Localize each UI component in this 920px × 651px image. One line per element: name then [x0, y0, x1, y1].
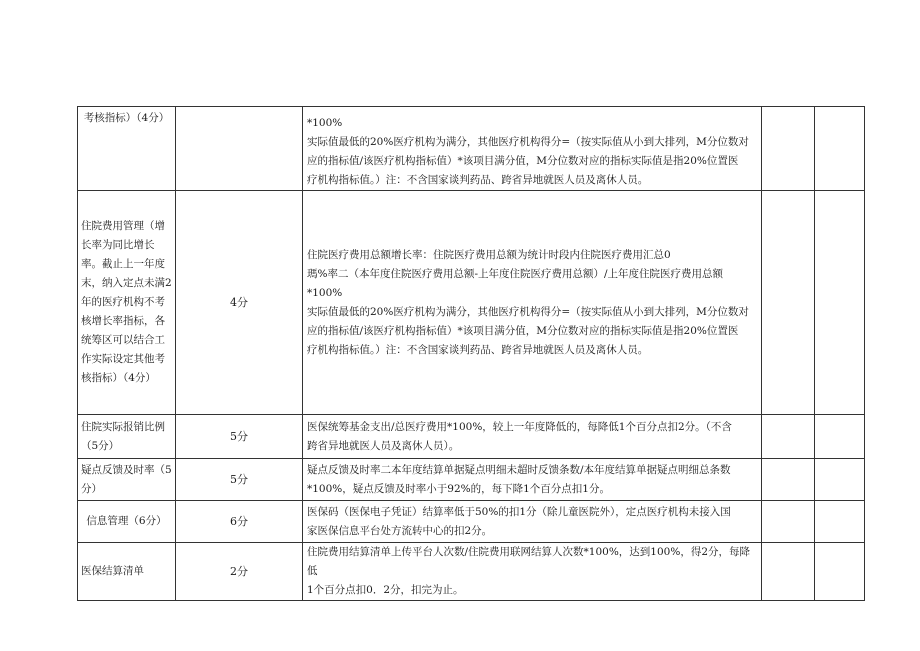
blank-cell: [762, 501, 815, 543]
table-row: [78, 191, 865, 415]
item-cell: 住院实际报销比例（5分）: [78, 415, 176, 459]
blank-cell: [815, 459, 865, 501]
criteria-line: 疑点反馈及时率二本年度结算单据疑点明细未超时反馈条数/本年度结算单据疑点明细总条数: [307, 463, 731, 476]
item-cell: 医保结算清单: [78, 543, 176, 601]
table-row: [78, 107, 865, 191]
criteria-line: *100%，疑点反馈及时率小于92%的，每下降1个百分点扣1分。: [307, 482, 610, 495]
table-row: [78, 415, 865, 459]
criteria-line: 疗机构指标值。）注：不含国家谈判药品、跨省异地就医人员及离休人员。: [307, 173, 649, 186]
criteria-line: 跨省异地就医人员及离休人员）。: [307, 439, 460, 452]
table-row: [78, 501, 865, 543]
blank-cell: [815, 543, 865, 601]
criteria-line: 实际值最低的20%医疗机构为满分，其他医疗机构得分=（按实际值从小到大排列，M分位数对: [307, 135, 749, 148]
blank-cell: [762, 415, 815, 459]
score-cell: 4分: [176, 191, 303, 415]
criteria-line: 医保码（医保电子凭证）结算率低于50%的扣1分（除儿童医院外），定点医疗机构未接入国: [307, 505, 731, 518]
score-cell: 5分: [176, 459, 303, 501]
criteria-line: 住院医疗费用总额增长率：住院医疗费用总额为统计时段内住院医疗费用汇总0: [307, 248, 671, 261]
blank-cell: [815, 415, 865, 459]
criteria-cell: [303, 191, 762, 415]
blank-cell: [815, 501, 865, 543]
criteria-line: 家医保信息平台处方流转中心的扣2分。: [307, 524, 493, 537]
criteria-cell: [303, 501, 762, 543]
blank-cell: [815, 107, 865, 191]
score-cell: 2分: [176, 543, 303, 601]
criteria-line: 瑪%率二（本年度住院医疗费用总额-上年度住院医疗费用总额）/上年度住院医疗费用总额: [307, 267, 724, 280]
criteria-line: *100%: [307, 116, 343, 129]
criteria-line: 应的指标值/该医疗机构指标值）*该项目满分值，M分位数对应的指标实际值是指20%位置医: [307, 324, 739, 337]
criteria-line: *100%: [307, 286, 343, 299]
criteria-line: 疗机构指标值。）注：不含国家谈判药品、跨省异地就医人员及离休人员。: [307, 343, 649, 356]
criteria-line: 医保统筹基金支出/总医疗费用*100%，较上一年度降低的，每降低1个百分点扣2分。（不含: [307, 420, 732, 433]
item-cell: 信息管理（6分）: [78, 501, 176, 543]
criteria-line: 住院费用结算清单上传平台人次数/住院费用联网结算人次数*100%，达到100%，得2分，每降低: [307, 546, 751, 577]
score-cell: 5分: [176, 415, 303, 459]
criteria-line: 应的指标值/该医疗机构指标值）*该项目满分值，M分位数对应的指标实际值是指20%位置医: [307, 154, 739, 167]
criteria-cell: [303, 543, 762, 601]
criteria-cell: [303, 459, 762, 501]
item-cell: 考核指标）（4分）: [78, 107, 176, 191]
blank-cell: [762, 107, 815, 191]
item-cell: 住院费用管理（增长率为同比增长率。截止上一年度末，纳入定点未满2年的医疗机构不考核增长率指标，各统筹区可以结合工作实际设定其他考核指标）（4分）: [78, 191, 176, 415]
blank-cell: [762, 543, 815, 601]
evaluation-table: [77, 106, 865, 601]
item-cell: 疑点反馈及时率（5分）: [78, 459, 176, 501]
criteria-line: 1个百分点扣0．2分，扣完为止。: [307, 584, 464, 596]
blank-cell: [762, 459, 815, 501]
criteria-cell: [303, 415, 762, 459]
blank-cell: [815, 191, 865, 415]
table-row: [78, 543, 865, 601]
table-row: [78, 459, 865, 501]
criteria-cell: [303, 107, 762, 191]
criteria-line: 实际值最低的20%医疗机构为满分，其他医疗机构得分=（按实际值从小到大排列，M分位数对: [307, 305, 749, 318]
score-cell: 6分: [176, 501, 303, 543]
blank-cell: [762, 191, 815, 415]
score-cell: [176, 107, 303, 191]
